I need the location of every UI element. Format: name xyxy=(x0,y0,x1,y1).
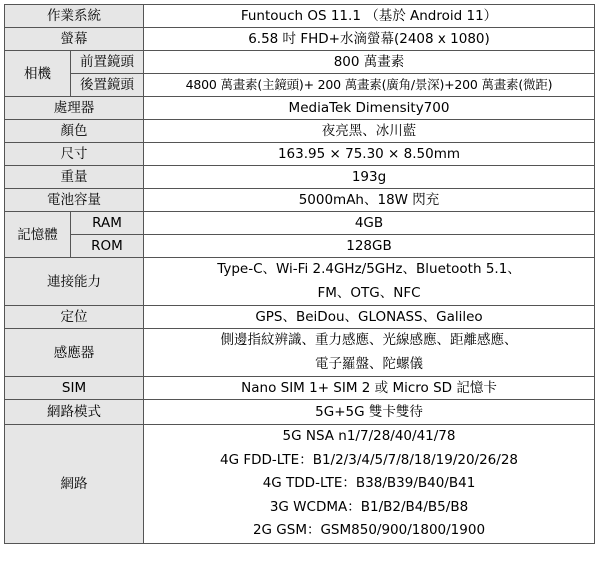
table-row xyxy=(5,425,595,544)
sensors-value xyxy=(144,329,595,377)
table-row xyxy=(5,74,595,97)
table-row xyxy=(5,143,595,166)
table-row xyxy=(5,329,595,377)
network-band-line: 4G TDD-LTE：B38/B39/B40/B41 xyxy=(262,475,476,492)
processor-value: MediaTek Dimensity700 xyxy=(144,97,595,120)
location-label: 定位 xyxy=(5,306,144,329)
spec-table xyxy=(4,4,595,544)
front-camera-label: 前置鏡頭 xyxy=(71,51,144,74)
memory-label: 記憶體 xyxy=(5,212,71,258)
table-row xyxy=(5,306,595,329)
table-row xyxy=(5,5,595,28)
screen-label: 螢幕 xyxy=(5,28,144,51)
table-row xyxy=(5,377,595,400)
rear-camera-value: 4800 萬畫素(主鏡頭)+ 200 萬畫素(廣角/景深)+200 萬畫素(微距) xyxy=(144,74,595,97)
connectivity-value xyxy=(144,258,595,306)
location-value: GPS、BeiDou、GLONASS、Galileo xyxy=(144,306,595,329)
sim-label: SIM xyxy=(5,377,144,400)
table-row xyxy=(5,189,595,212)
network-band-line: 5G NSA n1/7/28/40/41/78 xyxy=(282,428,456,445)
table-row xyxy=(5,235,595,258)
processor-label: 處理器 xyxy=(5,97,144,120)
rom-label: ROM xyxy=(71,235,144,258)
table-row xyxy=(5,166,595,189)
table-row xyxy=(5,400,595,425)
rear-camera-label: 後置鏡頭 xyxy=(71,74,144,97)
size-value: 163.95 × 75.30 × 8.50mm xyxy=(144,143,595,166)
network-value xyxy=(144,425,595,544)
battery-value: 5000mAh、18W 閃充 xyxy=(144,189,595,212)
os-value: Funtouch OS 11.1 （基於 Android 11） xyxy=(144,5,595,28)
screen-value: 6.58 吋 FHD+水滴螢幕(2408 x 1080) xyxy=(144,28,595,51)
table-row xyxy=(5,120,595,143)
network-mode-value: 5G+5G 雙卡雙待 xyxy=(144,400,595,425)
ram-label: RAM xyxy=(71,212,144,235)
network-label: 網路 xyxy=(5,425,144,544)
network-band-line: 4G FDD-LTE：B1/2/3/4/5/7/8/18/19/20/26/28 xyxy=(219,451,518,468)
network-mode-label: 網路模式 xyxy=(5,400,144,425)
sensors-line: 電子羅盤、陀螺儀 xyxy=(315,355,423,372)
color-label: 顏色 xyxy=(5,120,144,143)
network-band-line: 2G GSM：GSM850/900/1800/1900 xyxy=(252,522,486,539)
weight-label: 重量 xyxy=(5,166,144,189)
connectivity-label: 連接能力 xyxy=(5,258,144,306)
table-row xyxy=(5,97,595,120)
rom-value: 128GB xyxy=(144,235,595,258)
connectivity-line: Type-C、Wi-Fi 2.4GHz/5GHz、Bluetooth 5.1、 xyxy=(217,261,521,277)
table-row xyxy=(5,212,595,235)
sensors-line: 側邊指紋辨識、重力感應、光線感應、距離感應、 xyxy=(220,332,518,348)
connectivity-line: FM、OTG、NFC xyxy=(317,284,421,301)
battery-label: 電池容量 xyxy=(5,189,144,212)
camera-label: 相機 xyxy=(5,51,71,97)
table-row xyxy=(5,258,595,306)
size-label: 尺寸 xyxy=(5,143,144,166)
table-row xyxy=(5,51,595,74)
weight-value: 193g xyxy=(144,166,595,189)
ram-value: 4GB xyxy=(144,212,595,235)
color-value: 夜亮黑、冰川藍 xyxy=(144,120,595,143)
table-row xyxy=(5,28,595,51)
sim-value: Nano SIM 1+ SIM 2 或 Micro SD 記憶卡 xyxy=(144,377,595,400)
sensors-label: 感應器 xyxy=(5,329,144,377)
front-camera-value: 800 萬畫素 xyxy=(144,51,595,74)
os-label: 作業系統 xyxy=(5,5,144,28)
network-band-line: 3G WCDMA：B1/B2/B4/B5/B8 xyxy=(269,498,469,515)
